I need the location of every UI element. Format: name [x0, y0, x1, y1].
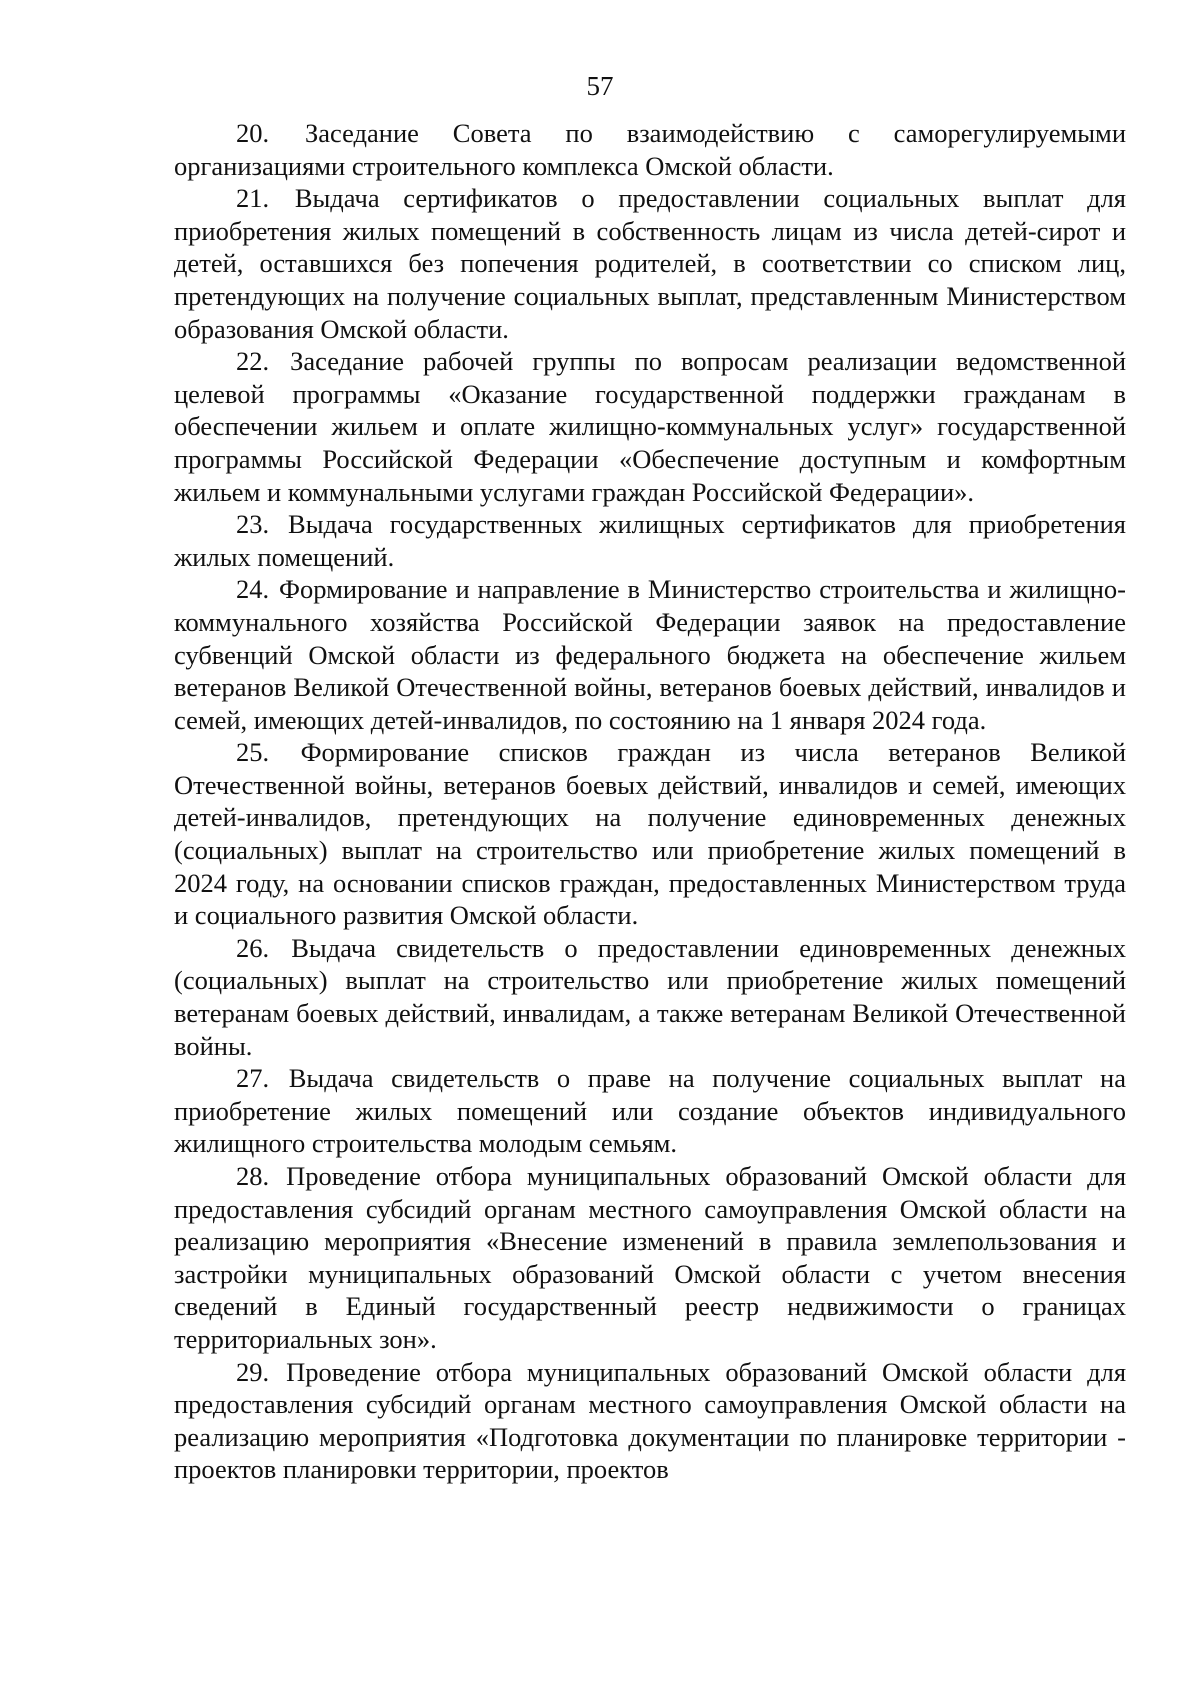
item-text: Выдача сертификатов о предоставлении социальных выплат для приобретения жилых помещений в собственность лицам из числа детей-сирот и детей, оставшихся без попечения родителей, в соответствии со списком лиц, претендующих на получение социальных выплат, представленным Министерством образования Омской области. — [174, 183, 1126, 344]
item-text: Формирование списков граждан из числа ветеранов Великой Отечественной войны, ветеранов боевых действий, инвалидов и семей, имеющих детей-инвалидов, претендующих на получение единовременных денежных (социальных) выплат на строительство или приобретение жилых помещений в 2024 году, на основании списков граждан, предоставленных Министерством труда и социального развития Омской области. — [174, 737, 1127, 931]
list-item-27 — [174, 1062, 1126, 1160]
list-item-20 — [174, 117, 1126, 182]
list-item-22 — [174, 345, 1126, 508]
item-number: 26. — [236, 932, 270, 963]
item-number: 20. — [236, 118, 270, 148]
list-item-28 — [174, 1160, 1126, 1356]
list-item-21 — [174, 182, 1126, 345]
document-body — [174, 117, 1126, 1486]
item-number: 24. — [236, 574, 270, 605]
item-text: Проведение отбора муниципальных образований Омской области для предоставления субсидий органам местного самоуправления Омской области на реализацию мероприятия «Внесение изменений в правила землепользования и застройки муниципальных образований Омской области с учетом внесения сведений в Единый государственный реестр недвижимости о границах территориальных зон». — [174, 1161, 1127, 1354]
item-number: 23. — [236, 509, 270, 540]
list-item-23 — [174, 508, 1126, 573]
item-text: Заседание рабочей группы по вопросам реализации ведомственной целевой программы «Оказание государственной поддержки гражданам в обеспечении жильем и оплате жилищно-коммунальных услуг» государственной программы Российской Федерации «Обеспечение доступным и комфортным жильем и коммунальными услугами граждан Российской Федерации». — [174, 346, 1127, 507]
list-item-29 — [174, 1356, 1126, 1486]
item-number: 27. — [236, 1063, 270, 1094]
item-number: 21. — [236, 183, 270, 214]
item-text: Выдача свидетельств о предоставлении единовременных денежных (социальных) выплат на строительство или приобретение жилых помещений ветеранам боевых действий, инвалидам, а также ветеранам Великой Отечественной войны. — [174, 932, 1127, 1061]
item-text: Формирование и направление в Министерство строительства и жилищно-коммунального хозяйства Российской Федерации заявок на предоставление субвенций Омской области из федерального бюджета на обеспечение жильем ветеранов Великой Отечественной войны, ветеранов боевых действий, инвалидов и семей, имеющих детей-инвалидов, по состоянию на 1 января 2024 года. — [174, 574, 1127, 735]
item-number: 29. — [236, 1356, 270, 1387]
item-text: Проведение отбора муниципальных образований Омской области для предоставления субсидий органам местного самоуправления Омской области на реализацию мероприятия «Подготовка документации по планировке территории - проектов планировки территории, проектов — [174, 1356, 1127, 1485]
page-number: 57 — [586, 71, 614, 101]
list-item-25 — [174, 736, 1126, 932]
item-number: 28. — [236, 1161, 270, 1191]
item-text: Выдача свидетельств о праве на получение социальных выплат на приобретение жилых помещений или создание объектов индивидуального жилищного строительства молодым семьям. — [174, 1063, 1127, 1159]
item-number: 25. — [236, 737, 270, 768]
list-item-26 — [174, 932, 1126, 1062]
list-item-24 — [174, 573, 1126, 736]
item-text: Заседание Совета по взаимодействию с саморегулируемыми организациями строительного комплекса Омской области. — [174, 118, 1126, 181]
item-number: 22. — [236, 346, 270, 377]
item-text: Выдача государственных жилищных сертификатов для приобретения жилых помещений. — [174, 509, 1126, 572]
